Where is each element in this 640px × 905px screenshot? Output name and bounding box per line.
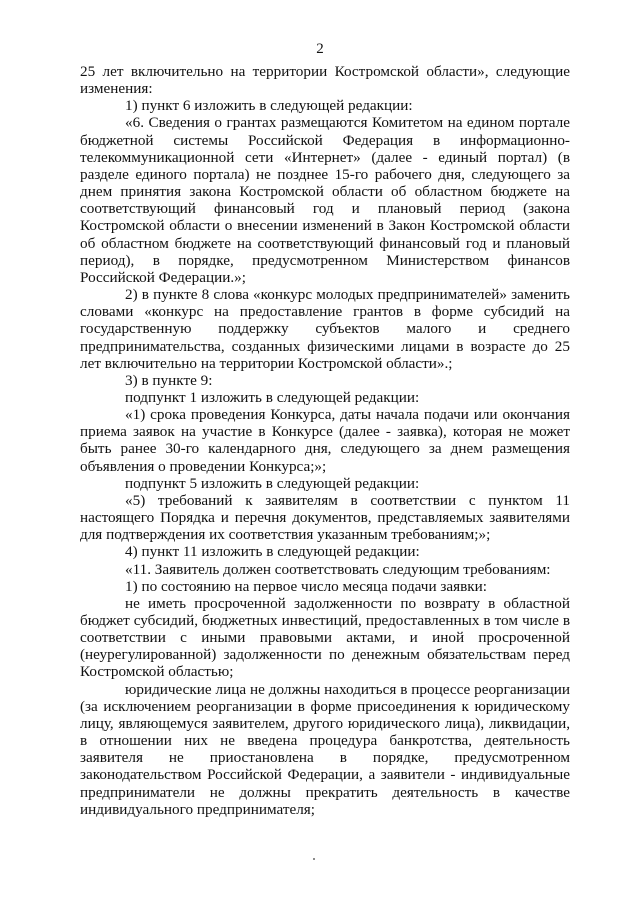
document-body: [80, 63, 570, 818]
paragraph-no-debt: не иметь просроченной задолженности по возврату в областной бюджет субсидий, бюджетных инвестиций, предоставленных в том числе в соответствии с иными правовыми актами, и иной просроченной (неурегулированной) задолженности по денежным обязательствам перед Костромской областью;: [80, 594, 570, 681]
paragraph-legal-entities: юридические лица не должны находиться в процессе реорганизации (за исключением реорганизации в форме присоединения к юридическому лицу, являющемуся заявителем, другого юридического лица), ликвидации, в отношении них не введена процедура банкротства, деятельность заявителя не приостановлена в порядке, предусмотренном законодательством Российской Федерации, а заявители - индивидуальные предприниматели не должны прекратить деятельность в качестве индивидуального предпринимателя;: [80, 680, 570, 818]
paragraph-item-4: 4) пункт 11 изложить в следующей редакции:: [125, 543, 420, 561]
paragraph-item-1: 1) пункт 6 изложить в следующей редакции:: [125, 97, 413, 115]
paragraph-requirement-1: 1) по состоянию на первое число месяца подачи заявки:: [125, 577, 487, 595]
footer-dot: [313, 858, 315, 860]
paragraph-continuation: 25 лет включительно на территории Костромской области», следующие изменения:: [80, 63, 570, 98]
paragraph-subpoint-5-text: «5) требований к заявителям в соответствии с пунктом 11 настоящего Порядка и перечня документов, представляемых заявителями для подтверждения их соответствия указанным требованиям;»;: [80, 491, 570, 544]
page-number: 2: [316, 41, 324, 57]
paragraph-point-6-text: «6. Сведения о грантах размещаются Комитетом на едином портале бюджетной системы Российской Федерация в информационно-телекоммуникационной сети «Интернет» (далее - единый портал) (в разделе единого портала) не позднее 15-го рабочего дня, следующего за днем принятия закона Костромской области об областном бюджете на соответствующий финансовый год и плановый период (закона Костромской области о внесении изменений в Закон Костромской области об областном бюджете на соответствующий финансовый год и плановый период), в порядке, предусмотренном Министерством финансов Российской Федерации.»;: [80, 114, 570, 286]
paragraph-subpoint-1-text: «1) срока проведения Конкурса, даты начала подачи или окончания приема заявок на участие в Конкурсе (далее - заявка), которая не может быть ранее 30-го календарного дня, следующего за днем размещения объявления о проведении Конкурса;»;: [80, 406, 570, 475]
paragraph-item-3: 3) в пункте 9:: [125, 371, 213, 389]
paragraph-point-11-text: «11. Заявитель должен соответствовать следующим требованиям:: [125, 560, 551, 578]
paragraph-subpoint-5-intro: подпункт 5 изложить в следующей редакции:: [125, 474, 420, 492]
paragraph-item-2: 2) в пункте 8 слова «конкурс молодых предпринимателей» заменить словами «конкурс на предоставление грантов в форме субсидий на государственную поддержку субъектов малого и среднего предпринимательства, созданных физическими лицами в возрасте до 25 лет включительно на территории Костромской области».;: [80, 286, 570, 372]
paragraph-subpoint-1-intro: подпункт 1 изложить в следующей редакции:: [125, 388, 420, 406]
